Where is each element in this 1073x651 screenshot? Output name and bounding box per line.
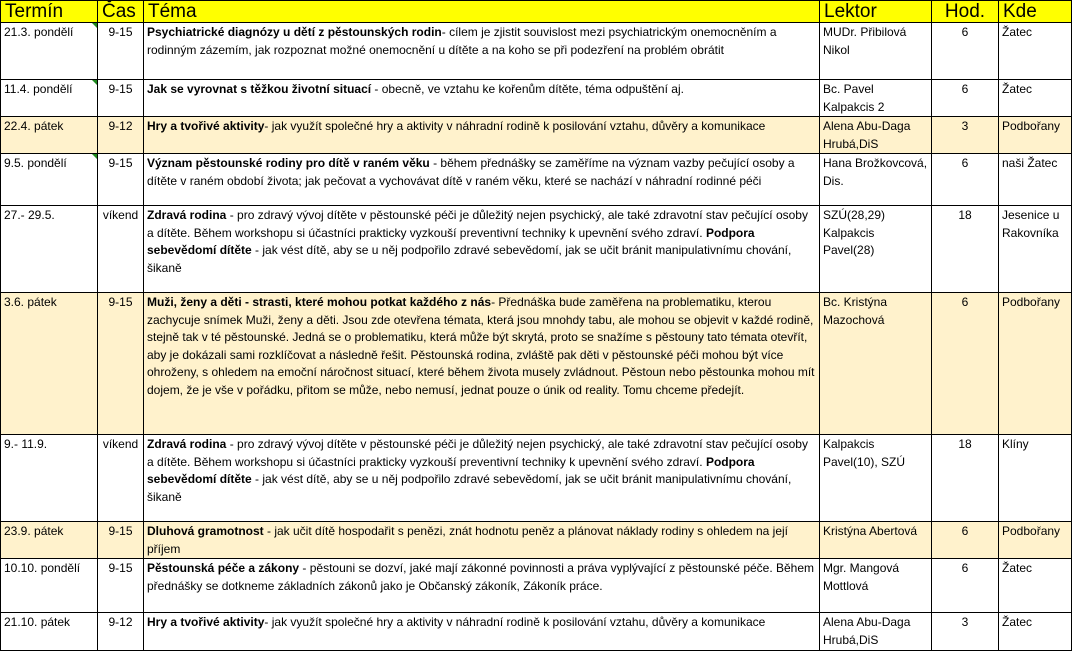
topic-title: Psychiatrické diagnózy u dětí z pěstounských rodin [147, 25, 442, 39]
time-cell: 9-15 [98, 23, 144, 80]
table-row [1, 293, 1072, 435]
topic-cell [144, 559, 820, 613]
term-cell [1, 80, 98, 117]
time-cell: 9-15 [98, 559, 144, 613]
topic-description: - jak učit dítě hospodařit s penězi, znát hodnotu peněz a plánovat náklady rodiny s ohledem na její příjem [147, 524, 789, 556]
time-cell: 9-15 [98, 522, 144, 559]
table-row [1, 154, 1072, 206]
topic-cell [144, 206, 820, 293]
hours-cell: 6 [932, 154, 999, 206]
time-cell: 9-12 [98, 117, 144, 154]
hours-cell: 6 [932, 23, 999, 80]
lecturer-cell: Alena Abu-Daga Hrubá,DiS [820, 117, 932, 154]
hours-cell: 18 [932, 206, 999, 293]
topic-title: Muži, ženy a děti - strasti, které mohou potkat každého z nás [147, 295, 492, 309]
comment-marker-icon [92, 80, 97, 85]
topic-subdescription: - jak vést dítě, aby se u něj podpořilo zdravé sebevědomí, jak se učit bránit manipulativnímu chování, šikaně [147, 243, 792, 275]
topic-description: - pro zdravý vývoj dítěte v pěstounské péči je důležitý nejen psychický, ale také zdravotní stav pečující osoby a dítěte. Během workshopu si účastníci prakticky vyzkouší preventivní techniky k upevnění svého zdraví. [147, 437, 808, 469]
place-cell: Podbořany [999, 117, 1072, 154]
topic-title: Význam pěstounské rodiny pro dítě v raném věku [147, 156, 430, 170]
term-cell [1, 23, 98, 80]
table-row [1, 80, 1072, 117]
topic-subtitle: Podpora sebevědomí dítěte [147, 454, 755, 486]
term-cell: 3.6. pátek [1, 293, 98, 435]
term-cell: 21.10. pátek [1, 613, 98, 651]
topic-description: - Přednáška bude zaměřena na problematiku, kterou zachycuje snímek Muži, ženy a děti. Jsou zde otevřena témata, která jsou mnohdy tabu, ale mohou se objevit v každé rodině, stejně tak v té pěstounské. Jedná se o problematiku, která může být skrytá, proto se snažíme s pěstouny tato témata otevřít, aby je dokázali sami rozklíčovat a následně řešit. Pěstounská rodina, zvláště pak děti v pěstounské péči mohou být více ohroženy, s ohledem na emoční náročnost situací, které během života musely zvládnout. Pěstoun nebo pěstounka mohou mít dojem, že je vše v pořádku, přitom se může, nebo nemusí, jednat pouze o únik od reality. Tomu chceme předejít. [147, 295, 815, 397]
topic-subdescription: - jak vést dítě, aby se u něj podpořilo zdravé sebevědomí, jak se učit bránit manipulativnímu chování, šikaně [147, 472, 792, 504]
time-cell: víkend [98, 435, 144, 522]
place-cell: Jesenice u Rakovníka [999, 206, 1072, 293]
comment-marker-icon [92, 23, 97, 28]
lecturer-cell: Bc. Kristýna Mazochová [820, 293, 932, 435]
hours-cell: 3 [932, 117, 999, 154]
topic-description: - během přednášky se zaměříme na význam vazby pečující osoby a dítěte v raném období života; jak pečovat a vychovávat dítě v raném věku, které se nachází v náhradní rodinné péči [147, 156, 795, 188]
table-row [1, 23, 1072, 80]
time-cell: víkend [98, 206, 144, 293]
topic-title: Pěstounská péče a zákony [147, 561, 300, 575]
term-text: 11.4. pondělí [4, 82, 73, 96]
table-row [1, 559, 1072, 613]
topic-cell [144, 80, 820, 117]
topic-description: - pro zdravý vývoj dítěte v pěstounské péči je důležitý nejen psychický, ale také zdravotní stav pečující osoby a dítěte. Během workshopu si účastníci prakticky vyzkouší preventivní techniky k upevnění svého zdraví. [147, 208, 808, 240]
lecturer-cell: MUDr. Přibilová Nikol [820, 23, 932, 80]
hours-cell: 3 [932, 613, 999, 651]
lecturer-cell: Bc. Pavel Kalpakcis 2 [820, 80, 932, 117]
header-hodiny: Hod. [932, 1, 999, 23]
lecturer-cell: Kristýna Abertová [820, 522, 932, 559]
hours-cell: 6 [932, 559, 999, 613]
table-row [1, 435, 1072, 522]
topic-title: Jak se vyrovnat s těžkou životní situací [147, 82, 372, 96]
lecturer-cell: Alena Abu-Daga Hrubá,DiS [820, 613, 932, 651]
term-cell: 27.- 29.5. [1, 206, 98, 293]
term-cell: 9.- 11.9. [1, 435, 98, 522]
topic-title: Zdravá rodina [147, 208, 227, 222]
header-lektor: Lektor [820, 1, 932, 23]
term-cell [1, 154, 98, 206]
hours-cell: 18 [932, 435, 999, 522]
term-text: 21.3. pondělí [4, 25, 74, 39]
time-cell: 9-12 [98, 613, 144, 651]
topic-title: Zdravá rodina [147, 437, 227, 451]
topic-cell [144, 293, 820, 435]
place-cell: Žatec [999, 613, 1072, 651]
header-kde: Kde [999, 1, 1072, 23]
term-cell: 23.9. pátek [1, 522, 98, 559]
hours-cell: 6 [932, 293, 999, 435]
table-row [1, 206, 1072, 293]
topic-title: Dluhová gramotnost [147, 524, 264, 538]
topic-description: - cílem je zjistit souvislost mezi psychiatrickým onemocněním a rodinným zázemím, jak rozpoznat možné onemocnění u dítěte a na koho se při podezření na problém obrátit [147, 25, 777, 57]
header-termin: Termín [1, 1, 98, 23]
topic-cell [144, 435, 820, 522]
topic-description: - pěstouni se dozví, jaké mají zákonné povinnosti a práva vyplývající z pěstounské péče. Během přednášky se dotkneme základních zákonů jako je Občanský zákoník, Zákoník práce. [147, 561, 815, 593]
lecturer-cell: Mgr. Mangová Mottlová [820, 559, 932, 613]
topic-title: Hry a tvořivé aktivity [147, 119, 265, 133]
topic-subtitle: Podpora sebevědomí dítěte [147, 225, 755, 257]
hours-cell: 6 [932, 522, 999, 559]
term-cell: 22.4. pátek [1, 117, 98, 154]
lecturer-cell: SZÚ(28,29) Kalpakcis Pavel(28) [820, 206, 932, 293]
table-row [1, 117, 1072, 154]
time-cell: 9-15 [98, 154, 144, 206]
topic-cell [144, 117, 820, 154]
header-cas: Čas [98, 1, 144, 23]
table-row [1, 613, 1072, 651]
time-cell: 9-15 [98, 80, 144, 117]
place-cell: Žatec [999, 80, 1072, 117]
term-cell: 10.10. pondělí [1, 559, 98, 613]
topic-cell [144, 613, 820, 651]
topic-title: Hry a tvořivé aktivity [147, 615, 265, 629]
header-tema: Téma [144, 1, 820, 23]
place-cell: naši Žatec [999, 154, 1072, 206]
place-cell: Žatec [999, 559, 1072, 613]
place-cell: Klíny [999, 435, 1072, 522]
topic-cell [144, 23, 820, 80]
topic-description: - jak využít společné hry a aktivity v náhradní rodině k posilování vztahu, důvěry a komunikace [264, 119, 766, 133]
place-cell: Žatec [999, 23, 1072, 80]
place-cell: Podbořany [999, 522, 1072, 559]
topic-cell [144, 154, 820, 206]
topic-description: - obecně, ve vztahu ke kořenům dítěte, téma odpuštění aj. [371, 82, 684, 96]
topic-description: - jak využít společné hry a aktivity v náhradní rodině k posilování vztahu, důvěry a komunikace [264, 615, 766, 629]
lecturer-cell: Hana Brožkovcová, Dis. [820, 154, 932, 206]
time-cell: 9-15 [98, 293, 144, 435]
comment-marker-icon [92, 154, 97, 159]
hours-cell: 6 [932, 80, 999, 117]
term-text: 9.5. pondělí [4, 156, 67, 170]
header-row [1, 1, 1072, 23]
lecturer-cell: Kalpakcis Pavel(10), SZÚ [820, 435, 932, 522]
place-cell: Podbořany [999, 293, 1072, 435]
topic-cell [144, 522, 820, 559]
table-row [1, 522, 1072, 559]
